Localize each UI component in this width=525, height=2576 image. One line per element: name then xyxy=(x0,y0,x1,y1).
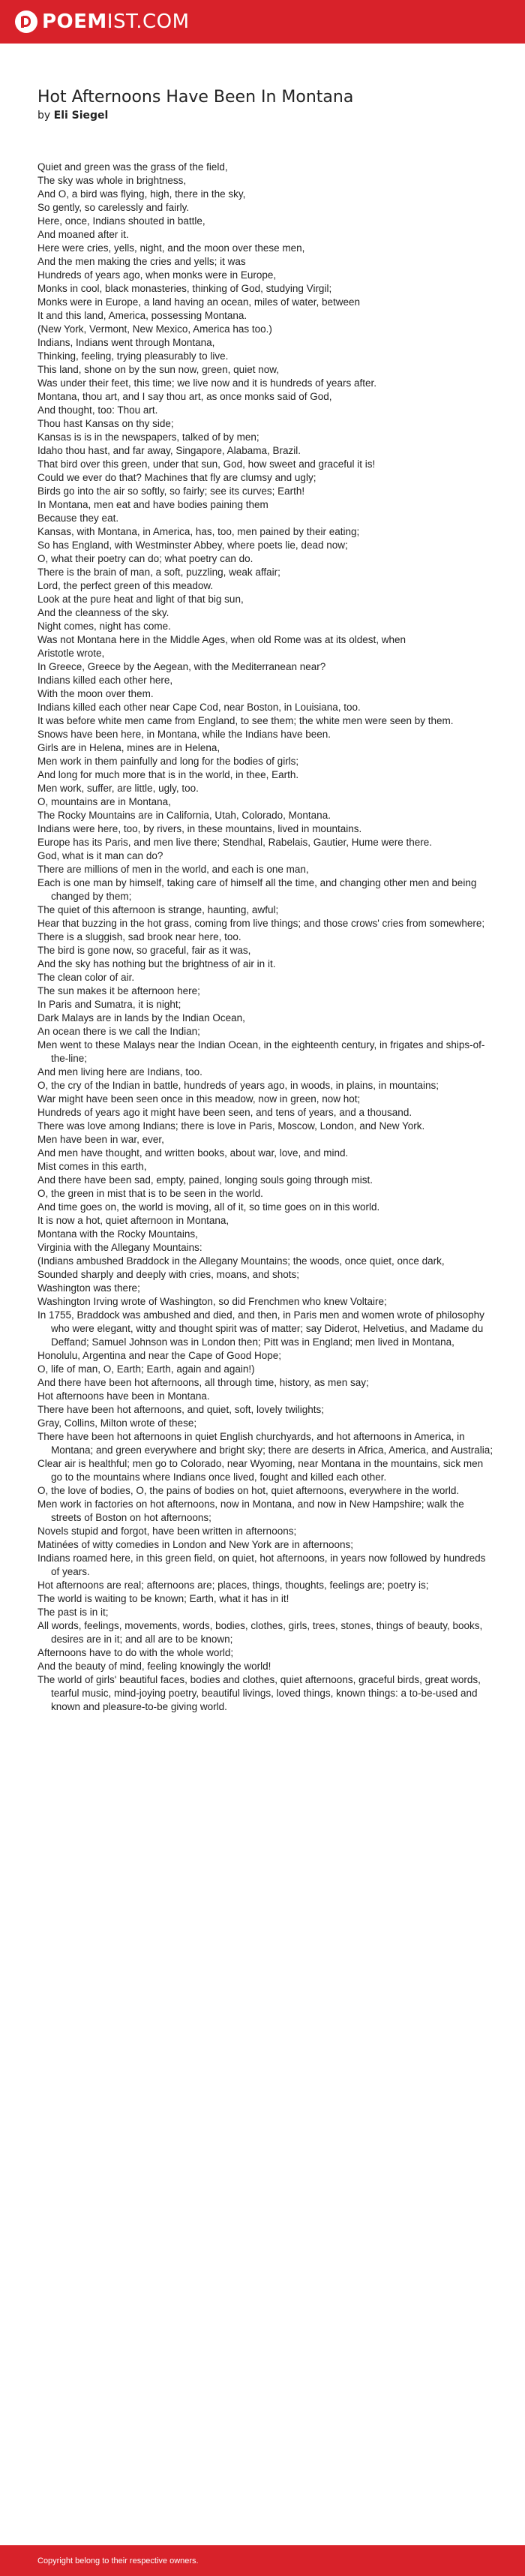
poem-line: It and this land, America, possessing Montana. xyxy=(38,310,248,321)
poem-header xyxy=(38,87,495,123)
poem-line: Mist comes in this earth, xyxy=(38,1161,147,1172)
poem-line: Here, once, Indians shouted in battle, xyxy=(38,215,206,227)
poem-line: Night comes, night has come. xyxy=(38,621,171,632)
site-logo[interactable] xyxy=(15,11,190,33)
logo-brand-suffix: IST.COM xyxy=(106,11,190,33)
poem-line: Could we ever do that? Machines that fly are clumsy and ugly; xyxy=(38,472,316,483)
poem-line: Indians were here, too, by rivers, in these mountains, lived in mountains. xyxy=(38,823,362,834)
poem-line: The world is waiting to be known; Earth, what it has in it! xyxy=(38,1593,290,1604)
poemist-p-icon xyxy=(15,11,38,33)
poem-line: Matinées of witty comedies in London and New York are in afternoons; xyxy=(38,1539,353,1550)
poem-line: Idaho thou hast, and far away, Singapore, Alabama, Brazil. xyxy=(38,445,301,456)
poem-line: Hundreds of years ago it might have been seen, and tens of years, and a thousand. xyxy=(38,1107,412,1118)
poem-line: (New York, Vermont, New Mexico, America has too.) xyxy=(38,323,272,335)
poem-line: Hear that buzzing in the hot grass, coming from live things; and those crows' cries from somewhere; xyxy=(38,918,485,929)
poem-line: Monks in cool, black monasteries, thinking of God, studying Virgil; xyxy=(38,283,332,294)
copyright-text: Copyright belong to their respective owners. xyxy=(38,2556,199,2565)
poem-line: (Indians ambushed Braddock in the Allegany Mountains; the woods, once quiet, once dark, xyxy=(38,1255,445,1267)
poem-line: Washington Irving wrote of Washington, so did Frenchmen who knew Voltaire; xyxy=(38,1296,387,1307)
poem-line: There is the brain of man, a soft, puzzling, weak affair; xyxy=(38,567,280,578)
poem-line: Here were cries, yells, night, and the moon over these men, xyxy=(38,242,305,254)
poem-line: It was before white men came from England, to see them; the white men were seen by them. xyxy=(38,715,454,726)
poem-line: And the beauty of mind, feeling knowingly the world! xyxy=(38,1661,272,1672)
poem-line: O, life of man, O, Earth; Earth, again and again!) xyxy=(38,1363,255,1375)
poem-line: Was under their feet, this time; we live now and it is hundreds of years after. xyxy=(38,377,376,389)
poem-line: And the cleanness of the sky. xyxy=(38,607,170,618)
poem-line: Men went to these Malays near the Indian Ocean, in the eighteenth century, in frigates and ships-of-the-line; xyxy=(38,1039,485,1064)
poem-line: Birds go into the air so softly, so fairly; see its curves; Earth! xyxy=(38,485,305,497)
poem-line: And there have been hot afternoons, all through time, history, as men say; xyxy=(38,1377,369,1388)
logo-brand-bold: POEM xyxy=(42,11,107,33)
poem-line: O, the love of bodies, O, the pains of bodies on hot, quiet afternoons, everywhere in the world. xyxy=(38,1485,460,1496)
byline xyxy=(38,108,495,123)
poem-line: Thou hast Kansas on thy side; xyxy=(38,418,174,429)
poem-line: Novels stupid and forgot, have been written in afternoons; xyxy=(38,1525,297,1537)
poem-line: And men have thought, and written books, about war, love, and mind. xyxy=(38,1147,349,1159)
poem-line: And O, a bird was flying, high, there in the sky, xyxy=(38,188,246,200)
poem-line: Hot afternoons are real; afternoons are; places, things, thoughts, feelings are; poetry is; xyxy=(38,1580,429,1591)
author-link[interactable]: Eli Siegel xyxy=(53,110,109,122)
poem-line: Men work in factories on hot afternoons, now in Montana, and now in New Hampshire; walk the streets of Boston on hot afternoons; xyxy=(38,1498,464,1523)
poem-line: In Paris and Sumatra, it is night; xyxy=(38,999,182,1010)
poem-line: And the sky has nothing but the brightness of air in it. xyxy=(38,958,276,969)
poem-line: Montana with the Rocky Mountains, xyxy=(38,1228,198,1240)
poem-line: Quiet and green was the grass of the field, xyxy=(38,161,228,173)
poem-line: Dark Malays are in lands by the Indian Ocean, xyxy=(38,1012,245,1023)
poem-line: The sky was whole in brightness, xyxy=(38,175,187,186)
poem-line: Indians killed each other here, xyxy=(38,675,173,686)
poem-line: The clean color of air. xyxy=(38,972,135,983)
poem-line: The past is in it; xyxy=(38,1607,109,1618)
poem-line: The sun makes it be afternoon here; xyxy=(38,985,200,996)
poem-line: And moaned after it. xyxy=(38,229,129,240)
poem-line: Hundreds of years ago, when monks were in Europe, xyxy=(38,269,277,281)
poem-line: Europe has its Paris, and men live there; Stendhal, Rabelais, Gautier, Hume were there. xyxy=(38,837,433,848)
by-label: by xyxy=(38,110,51,122)
poem-line: And long for much more that is in the world, in thee, Earth. xyxy=(38,769,299,780)
poem-line: Washington was there; xyxy=(38,1282,140,1294)
poem-line: Monks were in Europe, a land having an ocean, miles of water, between xyxy=(38,296,361,308)
poem-line: O, the green in mist that is to be seen in the world. xyxy=(38,1188,263,1199)
poem-line: And thought, too: Thou art. xyxy=(38,404,158,416)
poem-line: O, the cry of the Indian in battle, hundreds of years ago, in woods, in plains, in mountains; xyxy=(38,1080,440,1091)
poem-line: With the moon over them. xyxy=(38,688,154,699)
poem-line: That bird over this green, under that sun, God, how sweet and graceful it is! xyxy=(38,458,376,470)
poem-line: Virginia with the Allegany Mountains: xyxy=(38,1242,202,1253)
poem-line: God, what is it man can do? xyxy=(38,850,164,861)
poem-body xyxy=(38,161,495,1714)
poem-line: Indians killed each other near Cape Cod, near Boston, in Louisiana, too. xyxy=(38,702,361,713)
poem-line: Each is one man by himself, taking care of himself all the time, and changing other men and being changed by them; xyxy=(38,877,477,902)
poem-line: So has England, with Westminster Abbey, where poets lie, dead now; xyxy=(38,540,348,551)
poem-line: The world of girls' beautiful faces, bodies and clothes, quiet afternoons, graceful birds, great words, tearful music, mind-joying poetry, beautiful livings, loved things, known things: a to-be-used and known and pleasure-to-be giving world. xyxy=(38,1674,481,1712)
poem-line: An ocean there is we call the Indian; xyxy=(38,1026,200,1037)
poem-line: The quiet of this afternoon is strange, haunting, awful; xyxy=(38,904,279,915)
poem-line: Snows have been here, in Montana, while the Indians have been. xyxy=(38,729,332,740)
poem-line: Indians, Indians went through Montana, xyxy=(38,337,215,348)
poem-line: Men have been in war, ever, xyxy=(38,1134,164,1145)
poem-title: Hot Afternoons Have Been In Montana xyxy=(38,88,354,107)
poem-line: This land, shone on by the sun now, green, quiet now, xyxy=(38,364,279,375)
poem-line: There is a sluggish, sad brook near here, too. xyxy=(38,931,242,942)
poem-line: And there have been sad, empty, pained, longing souls going through mist. xyxy=(38,1174,374,1186)
poem-line: There have been hot afternoons, and quiet, soft, lovely twilights; xyxy=(38,1404,324,1415)
poem-line: There was love among Indians; there is love in Paris, Moscow, London, and New York. xyxy=(38,1120,425,1132)
poem-line: Look at the pure heat and light of that big sun, xyxy=(38,594,244,605)
poem-line: Thinking, feeling, trying pleasurably to live. xyxy=(38,350,229,362)
poem-line: Gray, Collins, Milton wrote of these; xyxy=(38,1417,197,1429)
poem-line: Hot afternoons have been in Montana. xyxy=(38,1390,210,1402)
poem-line: O, mountains are in Montana, xyxy=(38,796,171,807)
poem-line: There have been hot afternoons in quiet English churchyards, and hot afternoons in America, in Montana; and green everywhere and bright sky; there are deserts in Africa, America, and Australia; xyxy=(38,1431,494,1456)
poem-line: Sounded sharply and deeply with cries, moans, and shots; xyxy=(38,1269,299,1280)
site-footer xyxy=(0,2545,525,2576)
site-logo-text xyxy=(42,11,190,33)
poem-line: In 1755, Braddock was ambushed and died, and then, in Paris men and women wrote of philosophy who were elegant, witty and thought spirit was of matter; say Diderot, Helvetius, and Madame du Deffand; Samuel Johnson was in London then; Pitt was in England; men lived in Montana, xyxy=(38,1309,484,1348)
poem-line: And men living here are Indians, too. xyxy=(38,1066,202,1078)
poem-line: Lord, the perfect green of this meadow. xyxy=(38,580,214,591)
poem-line: In Greece, Greece by the Aegean, with the Mediterranean near? xyxy=(38,661,326,672)
poem-line: Men work in them painfully and long for the bodies of girls; xyxy=(38,756,299,767)
poem-line: And the men making the cries and yells; it was xyxy=(38,256,246,267)
poem-line: Clear air is healthful; men go to Colorado, near Wyoming, near Montana in the mountains, sick men go to the mountains where Indians once lived, fought and killed each other. xyxy=(38,1458,484,1483)
poem-line: O, what their poetry can do; what poetry can do. xyxy=(38,553,254,564)
poem-line: Was not Montana here in the Middle Ages, when old Rome was at its oldest, when xyxy=(38,634,406,645)
poem-line: Indians roamed here, in this green field, on quiet, hot afternoons, in years now followed by hundreds of years. xyxy=(38,1553,486,1577)
poem-line: Because they eat. xyxy=(38,512,119,524)
poem-line: Montana, thou art, and I say thou art, as once monks said of God, xyxy=(38,391,332,402)
poem-line: The Rocky Mountains are in California, Utah, Colorado, Montana. xyxy=(38,810,331,821)
poem-line: Honolulu, Argentina and near the Cape of Good Hope; xyxy=(38,1350,281,1361)
poem-line: It is now a hot, quiet afternoon in Montana, xyxy=(38,1215,230,1226)
poem-line: Kansas, with Montana, in America, has, too, men pained by their eating; xyxy=(38,526,360,537)
poem-line: Kansas is is in the newspapers, talked of by men; xyxy=(38,431,260,443)
poem-line: All words, feelings, movements, words, bodies, clothes, girls, trees, stones, things of beauty, books, desires are in it; and all are to be known; xyxy=(38,1620,483,1645)
poem-line: So gently, so carelessly and fairly. xyxy=(38,202,190,213)
poem-line: Aristotle wrote, xyxy=(38,648,105,659)
poem-line: Afternoons have to do with the whole world; xyxy=(38,1647,234,1658)
poem-line: In Montana, men eat and have bodies paining them xyxy=(38,499,268,510)
site-header xyxy=(0,0,525,44)
poem-line: Girls are in Helena, mines are in Helena, xyxy=(38,742,220,753)
poem-line: War might have been seen once in this meadow, now in green, now hot; xyxy=(38,1093,361,1105)
poem-line: And time goes on, the world is moving, all of it, so time goes on in this world. xyxy=(38,1201,380,1213)
poem-line: Men work, suffer, are little, ugly, too. xyxy=(38,783,199,794)
poem-line: There are millions of men in the world, and each is one man, xyxy=(38,864,309,875)
poem-line: The bird is gone now, so graceful, fair as it was, xyxy=(38,945,251,956)
